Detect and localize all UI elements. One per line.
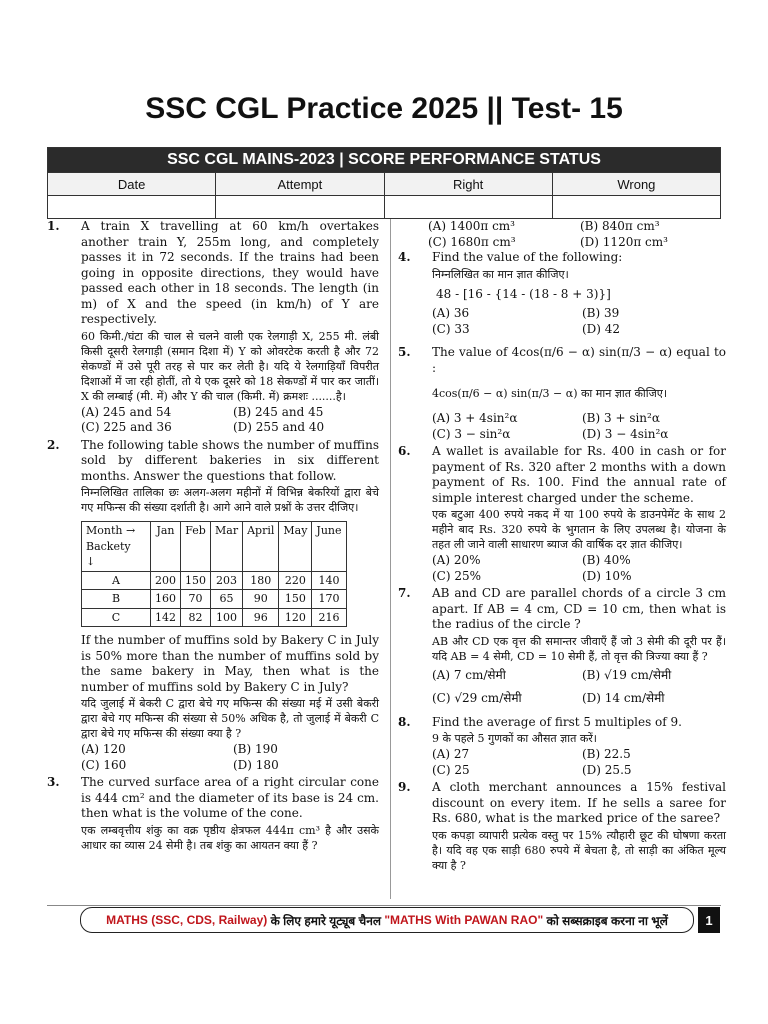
question-text-en: AB and CD are parallel chords of a circle 3 cm apart. If AB = 4 cm, CD = 10 cm, then what is the radius of the circle ? bbox=[432, 586, 726, 631]
table-cell: 65 bbox=[211, 590, 243, 609]
footer-subject: MATHS (SSC, CDS, Railway) bbox=[106, 913, 268, 927]
question-number: 1. bbox=[47, 219, 60, 233]
option: (B) 39 bbox=[582, 306, 620, 320]
table-row bbox=[82, 590, 347, 609]
options bbox=[81, 742, 379, 773]
option: (A) 20% bbox=[432, 553, 481, 567]
question-number: 6. bbox=[398, 444, 411, 458]
question-9 bbox=[398, 780, 726, 873]
option: (C) 225 and 36 bbox=[81, 420, 172, 434]
table-cell: 90 bbox=[243, 590, 279, 609]
month-header: May bbox=[279, 522, 312, 572]
question-text-en: A cloth merchant announces a 15% festival discount on every item. If he sells a saree for Rs. 680, what is the marked price of the saree? bbox=[432, 780, 726, 825]
question-number: 8. bbox=[398, 714, 411, 729]
question-text-en: If the number of muffins sold by Bakery C in July is 50% more than the number of muffins sold by the same bakery in May, then what is the number of muffins sold by Bakery C in July? bbox=[81, 633, 379, 694]
option: (C) 1680π cm³ bbox=[428, 234, 516, 249]
score-table-header: SSC CGL MAINS-2023 | SCORE PERFORMANCE STATUS bbox=[48, 148, 721, 173]
question-number: 7. bbox=[398, 586, 411, 600]
options bbox=[432, 553, 726, 584]
question-text-en: The following table shows the number of muffins sold by different bakeries in six different months. Answer the questions that follow. bbox=[81, 437, 379, 483]
option: (B) 3 + sin²α bbox=[582, 411, 660, 425]
table-cell: 150 bbox=[279, 590, 312, 609]
option: (D) 42 bbox=[582, 321, 621, 336]
option: (A) 120 bbox=[81, 742, 126, 756]
col-date: Date bbox=[48, 173, 216, 196]
question-number: 5. bbox=[398, 345, 411, 359]
question-8 bbox=[398, 715, 726, 779]
month-header: Jan bbox=[151, 522, 181, 572]
question-3 bbox=[47, 775, 379, 853]
option: (A) 1400π cm³ bbox=[428, 219, 515, 233]
muffins-table bbox=[81, 521, 347, 627]
footer-rule bbox=[47, 905, 721, 906]
table-row bbox=[82, 571, 347, 590]
row-label: B bbox=[82, 590, 151, 609]
table-cell: 200 bbox=[151, 571, 181, 590]
question-text-hi: निम्नलिखित का मान ज्ञात कीजिए। bbox=[432, 267, 569, 281]
question-text-hi: 60 किमी./घंटा की चाल से चलने वाली एक रेलगाड़ी X, 255 मी. लंबी किसी दूसरी रेलगाड़ी (समान दिशा में) Y को ओवरटेक करती है और 72 सेकण्डों में उसे पूरी तरह से पार कर लेती है। यदि ये रेलगाड़ियाँ विपरीत दिशाओं में जा रही होतीं, तो ये एक दूसरे को 18 सेकण्डों में पार कर जातीं। X की लम्बाई (मी. में) और Y की चाल (किमी. में) क्रमशः .......है। bbox=[81, 329, 379, 403]
score-performance-table bbox=[47, 147, 721, 219]
table-cell: 96 bbox=[243, 608, 279, 627]
col-wrong: Wrong bbox=[552, 173, 720, 196]
table-cell: 170 bbox=[312, 590, 346, 609]
option: (A) 27 bbox=[432, 747, 470, 761]
footer-text-end: को सब्सक्राइब करना ना भूलें bbox=[543, 913, 668, 928]
table-cell: 82 bbox=[181, 608, 211, 627]
option: (D) 10% bbox=[582, 568, 632, 583]
option: (A) 245 and 54 bbox=[81, 404, 172, 419]
question-number: 4. bbox=[398, 250, 411, 264]
footer-channel: "MATHS With PAWAN RAO" bbox=[384, 913, 544, 927]
question-text-hi: 4cos(π/6 − α) sin(π/3 − α) का मान ज्ञात कीजिए। bbox=[432, 387, 668, 400]
corner-arrow: ↓ bbox=[86, 555, 96, 568]
month-header: April bbox=[243, 522, 279, 572]
option: (D) 14 cm/सेमी bbox=[582, 691, 665, 705]
option: (D) 1120π cm³ bbox=[580, 234, 668, 249]
corner-bakery-label: Backety bbox=[86, 539, 131, 553]
question-text-hi: AB और CD एक वृत्त की समान्तर जीवाएँ हैं जो 3 सेमी की दूरी पर हैं। यदि AB = 4 सेमी, CD = 10 सेमी हैं, तो वृत्त की त्रिज्या क्या हैं ? bbox=[432, 634, 726, 663]
question-text-hi: यदि जुलाई में बेकरी C द्वारा बेचे गए मफिन्स की संख्या मई में उसी बेकरी द्वारा बेचे गए मफिन्स की संख्या से 50% अधिक है, तो जुलाई में बेकरी C द्वारा बेचे गए मफिन्स की संख्या क्या है ? bbox=[81, 697, 379, 740]
option: (C) 25% bbox=[432, 568, 482, 583]
option: (A) 3 + 4sin²α bbox=[432, 411, 518, 425]
option: (A) 36 bbox=[432, 306, 470, 320]
question-number: 3. bbox=[47, 775, 60, 789]
options bbox=[432, 411, 726, 442]
footer-banner bbox=[80, 907, 694, 933]
question-text-hi: एक लम्बवृत्तीय शंकु का वक्र पृष्ठीय क्षेत्रफल 444π cm³ है और उसके आधार का व्यास 24 सेमी है। तब शंकु का आयतन क्या हैं ? bbox=[81, 823, 379, 852]
option: (D) 180 bbox=[233, 757, 279, 772]
row-label: A bbox=[82, 571, 151, 590]
month-header: Mar bbox=[211, 522, 243, 572]
row-label: C bbox=[82, 608, 151, 627]
option: (C) 33 bbox=[432, 321, 470, 336]
option: (C) 3 − sin²α bbox=[432, 426, 511, 441]
question-text-hi: एक बटुआ 400 रुपये नकद में या 100 रुपये के डाउनपेमेंट के साथ 2 महीने बाद Rs. 320 रुपये के भुगतान के लिए उपलब्ध है। योजना के तहत ली जाने वाली साधारण ब्याज की वार्षिक दर ज्ञात कीजिए। bbox=[432, 508, 726, 551]
month-header: Feb bbox=[181, 522, 211, 572]
col-attempt: Attempt bbox=[216, 173, 384, 196]
right-cell bbox=[384, 196, 552, 219]
option: (D) 25.5 bbox=[582, 762, 632, 777]
question-6 bbox=[398, 444, 726, 584]
date-cell bbox=[48, 196, 216, 219]
table-cell: 220 bbox=[279, 571, 312, 590]
options bbox=[432, 747, 726, 778]
table-corner bbox=[82, 522, 151, 572]
option: (B) 190 bbox=[233, 742, 278, 756]
option: (B) 840π cm³ bbox=[580, 219, 660, 233]
question-number: 9. bbox=[398, 780, 411, 794]
option: (D) 3 − 4sin²α bbox=[582, 426, 669, 441]
question-text-en: A wallet is available for Rs. 400 in cash or for payment of Rs. 320 after 2 months with a down payment of Rs. 100. Find the annual rate of simple interest charged under the scheme. bbox=[432, 444, 726, 505]
q3-options bbox=[398, 219, 726, 250]
col-right: Right bbox=[384, 173, 552, 196]
question-4 bbox=[398, 250, 726, 337]
question-text-en: The curved surface area of a right circular cone is 444 cm² and the diameter of its base is 24 cm. then what is the volume of the cone. bbox=[81, 775, 379, 820]
option: (B) 40% bbox=[582, 553, 631, 567]
option: (B) 245 and 45 bbox=[233, 404, 324, 419]
column-divider bbox=[390, 219, 391, 899]
question-text-en: Find the average of first 5 multiples of 9. bbox=[432, 714, 682, 729]
option: (C) √29 cm/सेमी bbox=[432, 691, 522, 705]
right-column bbox=[398, 219, 726, 875]
table-cell: 100 bbox=[211, 608, 243, 627]
question-text-en: A train X travelling at 60 km/h overtakes another train Y, 255m long, and completely passes it in 72 seconds. If the trains had been going in opposite directions, they would have passed each other in 18 seconds. The length (in m) of X and the speed (in km/h) of Y are respectively. bbox=[81, 219, 379, 326]
attempt-cell bbox=[216, 196, 384, 219]
option: (D) 255 and 40 bbox=[233, 420, 325, 434]
table-cell: 142 bbox=[151, 608, 181, 627]
option: (C) 25 bbox=[432, 762, 470, 777]
question-5 bbox=[398, 345, 726, 442]
question-1 bbox=[47, 219, 379, 436]
table-row bbox=[82, 608, 347, 627]
question-text-hi: एक कपड़ा व्यापारी प्रत्येक वस्तु पर 15% त्यौहारी छूट की घोषणा करता है। यदि वह एक साड़ी 680 रुपये में बेचता है, तो साड़ी का अंकित मूल्य क्या है ? bbox=[432, 828, 726, 872]
corner-month-label: Month → bbox=[86, 524, 136, 537]
table-cell: 203 bbox=[211, 571, 243, 590]
question-text-hi: 9 के पहले 5 गुणकों का औसत ज्ञात करें। bbox=[432, 732, 597, 745]
question-2 bbox=[47, 438, 379, 774]
option: (B) 22.5 bbox=[582, 747, 631, 761]
option: (C) 160 bbox=[81, 757, 127, 772]
page-number: 1 bbox=[698, 907, 720, 933]
question-text-hi: निम्नलिखित तालिका छः अलग-अलग महीनों में विभिन्न बेकरियों द्वारा बेचे गए मफिन्स की संख्या दर्शाती है। आगे आने वाले प्रश्नों के उत्तर दीजिए। bbox=[81, 486, 379, 514]
options bbox=[432, 668, 726, 707]
math-expression: 48 - [16 - {14 - (18 - 8 + 3)}] bbox=[436, 286, 611, 301]
question-text-en: The value of 4cos(π/6 − α) sin(π/3 − α) equal to : bbox=[432, 345, 726, 375]
option: (B) √19 cm/सेमी bbox=[582, 667, 672, 682]
table-cell: 70 bbox=[181, 590, 211, 609]
wrong-cell bbox=[552, 196, 720, 219]
month-header: June bbox=[312, 522, 346, 572]
question-text-en: Find the value of the following: bbox=[432, 250, 623, 264]
options bbox=[81, 405, 379, 436]
question-number: 2. bbox=[47, 437, 60, 452]
left-column bbox=[47, 219, 379, 855]
page-title: SSC CGL Practice 2025 || Test- 15 bbox=[145, 92, 623, 125]
table-cell: 150 bbox=[181, 571, 211, 590]
table-cell: 160 bbox=[151, 590, 181, 609]
table-cell: 216 bbox=[312, 608, 346, 627]
question-7 bbox=[398, 586, 726, 707]
table-cell: 120 bbox=[279, 608, 312, 627]
table-cell: 140 bbox=[312, 571, 346, 590]
option: (A) 7 cm/सेमी bbox=[432, 667, 506, 682]
options bbox=[432, 306, 726, 337]
footer-text: के लिए हमारे यूट्यूब चैनल bbox=[267, 913, 385, 928]
table-cell: 180 bbox=[243, 571, 279, 590]
